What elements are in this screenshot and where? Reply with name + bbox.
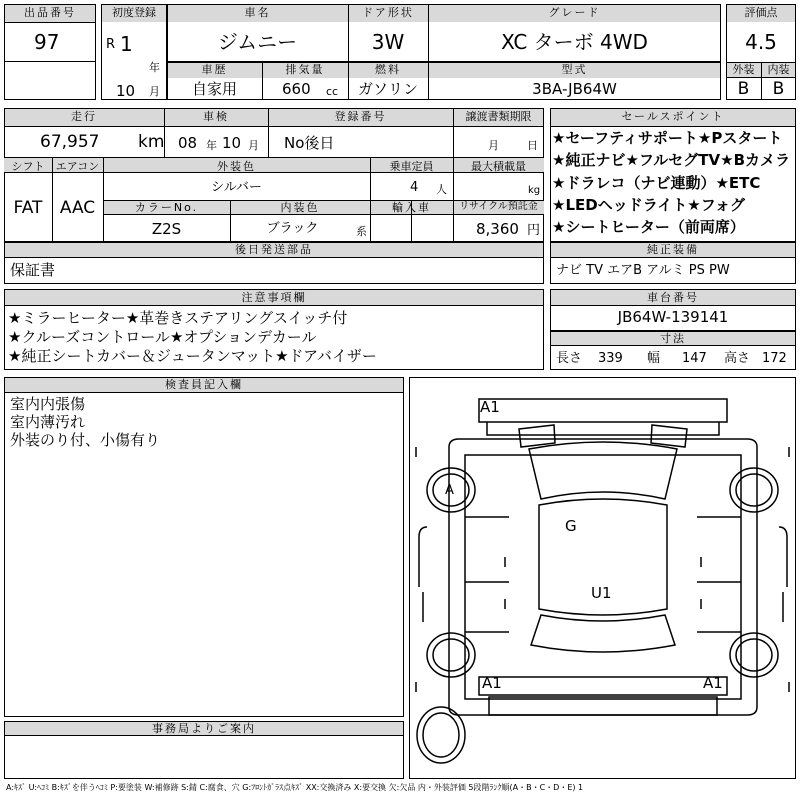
year-unit: 年 <box>149 61 160 74</box>
height-label: 高さ <box>724 351 751 366</box>
sales-point-line: ★ドラレコ（ナビ連動）★ETC <box>552 174 761 192</box>
chassis-number: JB64W-139141 <box>617 308 729 326</box>
month-unit: 月 <box>149 85 160 98</box>
history-label: 車歴 <box>201 63 228 76</box>
displacement-unit: cc <box>326 85 339 98</box>
exterior-grade: B <box>737 79 750 99</box>
legend: A:ｷｽﾞ U:ﾍｺﾐ B:ｷｽﾞを伴うﾍｺﾐ P:要塗装 W:補修跡 S:錆 C:腐食、穴 G:ﾌﾛﾝﾄｶﾞﾗｽ点ｷｽﾞ XX:交換済み X:要交換 欠:欠品 内・外装評価 5段階ﾗﾝｸ順(A・B・C・D・E) 1 <box>6 783 584 792</box>
lot-label: 出品番号 <box>24 6 76 19</box>
inspection-month: 10 <box>222 134 242 152</box>
note-line: ★ミラーヒーター★革巻きステアリングスイッチ付 <box>8 309 348 327</box>
interior-label: 内装 <box>767 63 790 76</box>
car-name: ジムニー <box>217 30 298 54</box>
note-line: ★純正シートカバー＆ジュータンマット★ドアバイザー <box>8 347 377 365</box>
door-label: ドア形状 <box>362 6 414 19</box>
shift-label: シフト <box>11 160 45 173</box>
displacement: 660 <box>282 80 311 98</box>
dimensions-label: 寸法 <box>660 332 686 345</box>
sales-point-line: ★純正ナビ★フルセグTV★Bカメラ <box>552 151 791 169</box>
width: 147 <box>682 351 707 366</box>
door-type: 3W <box>371 30 405 54</box>
recycle-unit: 円 <box>527 223 541 238</box>
color-no: Z2S <box>151 220 182 238</box>
damage-mark: A <box>445 483 454 498</box>
damage-mark: G <box>565 517 577 535</box>
grade-label: グレード <box>548 6 601 19</box>
note-line: ★クルーズコントロール★オプションデカール <box>8 328 317 346</box>
grade: XC ターボ 4WD <box>501 30 648 54</box>
damage-mark: U1 <box>591 584 612 602</box>
width-label: 幅 <box>647 351 661 366</box>
sales-point-line: ★LEDヘッドライト★フォグ <box>552 196 745 214</box>
ac-label: エアコン <box>55 160 100 173</box>
shift: FAT <box>13 198 43 218</box>
length-label: 長さ <box>556 351 583 366</box>
recycle-label: リサイクル預託金 <box>459 201 538 212</box>
era-year: 1 <box>120 32 133 56</box>
lot-number: 97 <box>34 30 60 54</box>
later-parts: 保証書 <box>10 261 56 279</box>
equipment-label: 純正装備 <box>647 243 699 256</box>
height: 172 <box>762 351 787 366</box>
int-color-suffix: 系 <box>356 225 367 238</box>
sales-points-label: セールスポイント <box>621 110 725 123</box>
ext-color-label: 外装色 <box>217 160 256 173</box>
max-load-unit: kg <box>528 185 541 196</box>
interior-grade: B <box>772 79 785 99</box>
capacity: 4 <box>410 180 419 195</box>
inspector-label: 検査員記入欄 <box>165 378 243 391</box>
later-parts-label: 後日発送部品 <box>235 243 313 256</box>
transfer-month: 月 <box>488 139 499 152</box>
mileage: 67,957 <box>40 132 100 152</box>
inspection-year: 08 <box>178 134 198 152</box>
history: 自家用 <box>191 80 237 98</box>
capacity-unit: 人 <box>436 183 447 196</box>
color-no-label: カラーNo. <box>134 201 199 214</box>
inspector-line: 室内薄汚れ <box>10 413 86 431</box>
recycle: 8,360 <box>476 220 519 238</box>
office-label: 事務局よりご案内 <box>152 722 256 735</box>
damage-mark: A1 <box>480 398 500 416</box>
exterior-label: 外装 <box>732 63 755 76</box>
mileage-label: 走行 <box>71 110 97 123</box>
inspection-label: 車検 <box>203 110 229 123</box>
inspector-line: 室内内張傷 <box>10 395 86 413</box>
transfer-label: 譲渡書類期限 <box>465 110 532 123</box>
damage-mark: A1 <box>482 674 502 692</box>
model-code: 3BA-JB64W <box>532 80 617 98</box>
first-reg-label: 初度登録 <box>112 6 156 19</box>
reg-no-label: 登録番号 <box>334 110 387 123</box>
inspector-line: 外装のり付、小傷有り <box>10 431 161 449</box>
ext-color: シルバー <box>211 180 262 195</box>
score-label: 評価点 <box>744 6 778 19</box>
notes-label: 注意事項欄 <box>241 291 307 304</box>
import-label: 輸入車 <box>392 201 431 214</box>
sales-point-line: ★セーフティサポート★Pスタート <box>552 129 783 147</box>
era: R <box>106 37 116 52</box>
fuel: ガソリン <box>357 80 418 98</box>
inspection-year-unit: 年 <box>206 139 217 152</box>
damage-mark: A1 <box>703 674 723 692</box>
int-color-label: 内装色 <box>280 201 320 214</box>
car-diagram <box>409 377 796 779</box>
transfer-day: 日 <box>527 139 538 152</box>
reg-month: 10 <box>116 82 136 100</box>
fuel-label: 燃料 <box>375 63 401 76</box>
chassis-label: 車台番号 <box>647 291 699 304</box>
car-name-label: 車名 <box>244 6 271 19</box>
length: 339 <box>598 351 623 366</box>
score: 4.5 <box>745 30 777 54</box>
ac: AAC <box>59 198 96 218</box>
reg-no: No後日 <box>284 134 335 152</box>
displacement-label: 排気量 <box>285 63 325 76</box>
equipment: ナビ TV エアB アルミ PS PW <box>556 263 730 278</box>
model-code-label: 型式 <box>561 63 588 76</box>
max-load-label: 最大積載量 <box>471 160 526 173</box>
sales-point-line: ★シートヒーター（前両席） <box>552 218 745 236</box>
capacity-label: 乗車定員 <box>389 160 434 173</box>
inspection-month-unit: 月 <box>248 139 259 152</box>
mileage-unit: km <box>138 132 165 152</box>
int-color: ブラック <box>266 221 319 236</box>
